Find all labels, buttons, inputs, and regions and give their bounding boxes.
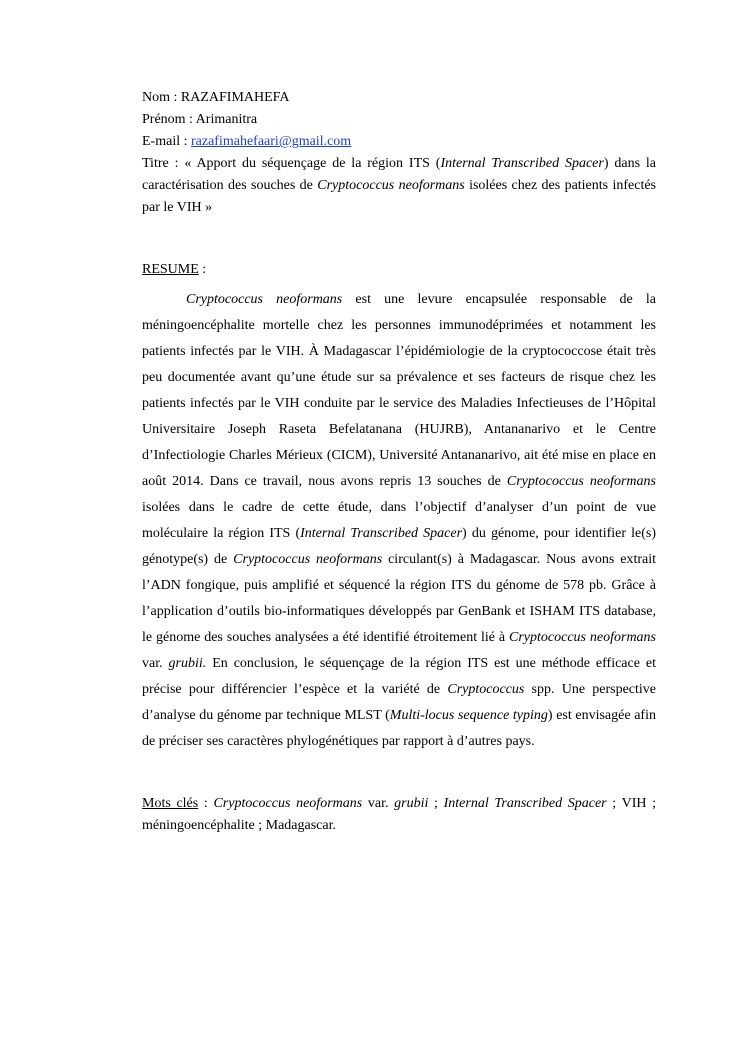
title-text-2: ) dans la caractérisation des souches de [142,156,656,193]
abstract-text-2: isolées dans le cadre de cette étude, dans l’objectif d’analyser d’un point de vue moléculaire la région ITS ( [142,500,656,541]
keywords-colon: : [198,796,214,811]
resume-heading-label: RESUME [142,262,199,277]
abstract-italic-5: Cryptococcus neoformans [509,630,656,645]
abstract-italic-6: grubii. [168,656,207,671]
keyword-text-3: ; VIH ; méningoencéphalite ; Madagascar. [142,796,657,833]
resume-heading-colon: : [198,262,207,277]
keywords-line [142,793,656,837]
keywords-label: Mots clés [142,796,199,811]
abstract-text-7: spp. Une perspective d’analyse du génome par technique MLST ( [142,682,656,723]
keyword-text-2: ; [428,796,444,811]
document-title [142,153,656,219]
resume-paragraph [142,287,656,755]
abstract-text-5: var. [142,656,169,671]
keyword-italic-3: Internal Transcribed Spacer [443,796,607,811]
title-text-3: isolées chez des patients infectés par le VIH » [142,178,656,215]
abstract-italic-7: Cryptococcus [447,682,525,697]
keyword-italic-1: Cryptococcus neoformans [213,796,363,811]
nom-label: Nom : [142,90,181,105]
prenom-value: Arimanitra [195,112,258,127]
abstract-italic-2: Cryptococcus neoformans [506,474,656,489]
keyword-italic-2: grubii [394,796,429,811]
title-text-1: « Apport du séquençage de la région ITS ( [184,156,441,171]
abstract-italic-1: Cryptococcus neoformans [186,292,343,307]
email-line [142,131,656,153]
abstract-italic-3: Internal Transcribed Spacer [300,526,463,541]
abstract-italic-4: Cryptococcus neoformans [233,552,383,567]
email-link[interactable]: razafimahefaari@gmail.com [191,134,352,149]
keyword-text-1: var. [362,796,395,811]
abstract-italic-8: Multi-locus sequence typing [389,708,548,723]
abstract-text-8: ) est envisagée afin de préciser ses caractères phylogénétiques par rapport à d’autres pays. [142,708,656,749]
abstract-text-4: circulant(s) à Madagascar. Nous avons extrait l’ADN fongique, puis amplifié et séquencé la région ITS du génome de 578 pb. Grâce à l’application d’outils bio-informatiques développés par GenBank et ISHAM ITS database, le génome des souches analysées a été identifié étroitement lié à [142,552,656,645]
email-label: E-mail : [142,134,191,149]
abstract-text-1: est une levure encapsulée responsable de la méningoencéphalite mortelle chez les personnes immunodéprimées et notamment les patients infectés par le VIH. À Madagascar l’épidémiologie de la cryptococcose était très peu documentée avant qu’une étude sur sa prévalence et ses facteurs de risque chez les patients infectés par le VIH conduite par le service des Maladies Infectieuses de l’Hôpital Universitaire Joseph Raseta Befelatanana (HUJRB), Antananarivo et le Centre d’Infectiologie Charles Mérieux (CICM), Université Antananarivo, ait été mise en place en août 2014. Dans ce travail, nous avons repris 13 souches de [142,292,657,489]
title-label: Titre : [142,156,185,171]
prenom-label: Prénom : [142,112,196,127]
prenom-line [142,109,656,131]
title-italic-1: Internal Transcribed Spacer [440,156,604,171]
nom-line [142,87,656,109]
resume-heading [142,259,206,281]
abstract-text-3: ) du génome, pour identifier le(s) génotype(s) de [142,526,657,567]
nom-value: RAZAFIMAHEFA [180,90,290,105]
abstract-text-6: En conclusion, le séquençage de la région ITS est une méthode efficace et précise pour différencier l’espèce et la variété de [142,656,656,697]
document-page [142,87,657,833]
title-italic-2: Cryptococcus neoformans [317,178,465,193]
